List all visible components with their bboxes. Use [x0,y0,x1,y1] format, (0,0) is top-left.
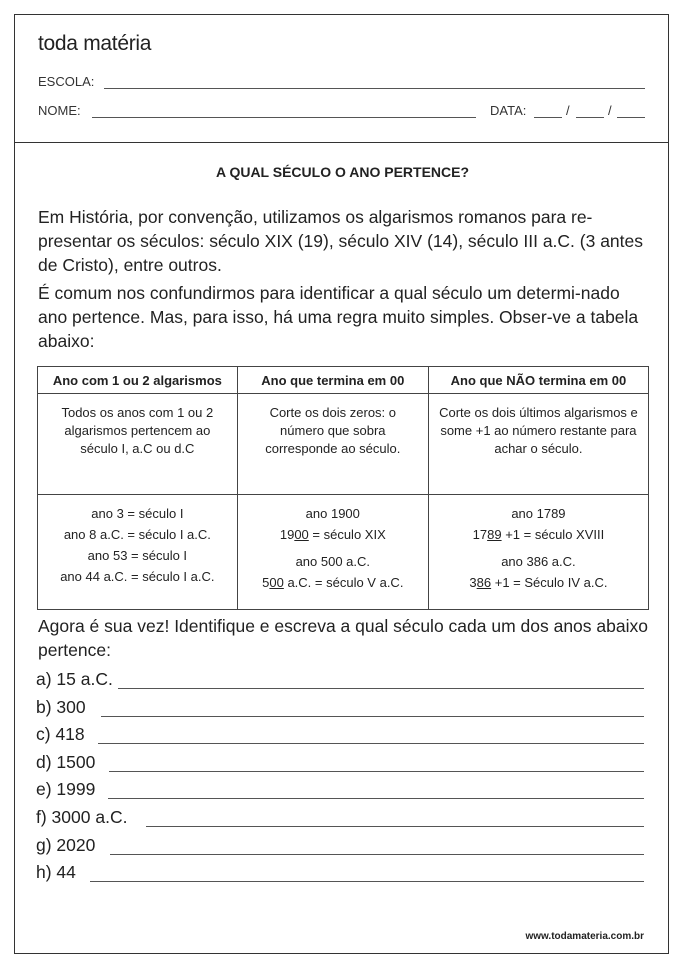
example-underlined: 00 [269,575,284,590]
example-text: = século XIX [308,527,386,542]
table-cell [38,495,238,610]
example-underlined: 89 [487,527,502,542]
table-cell: Corte os dois últimos algarismos e some +1 ao número restante para achar o século. [428,394,648,495]
intro-paragraph-1: Em História, por convenção, utilizamos os algarismos romanos para re-presentar os séculos: século XIX (19), século XIV (14), século III a.C. (3 antes de Cristo), entre outros. [38,207,644,275]
example-underlined: 86 [476,575,492,590]
example-text: 3 [469,575,477,590]
date-separator: / [608,103,612,118]
school-label: ESCOLA: [38,74,95,89]
table-header: Ano que NÃO termina em 00 [428,367,648,394]
footer-url: www.todamateria.com.br [525,931,644,942]
exercise-label: h) 44 [36,862,76,882]
intro-paragraph-2: É comum nos confundirmos para identificar a qual século um determi-nado ano pertence. Mas, para isso, há uma regra muito simples. Obser-ve a tabela abaixo: [38,283,639,351]
name-label: NOME: [38,103,81,118]
answer-line-c[interactable] [98,743,644,744]
table-cell: Corte os dois zeros: o número que sobra corresponde ao século. [237,394,428,495]
example-line: ano 44 a.C. = século I a.C. [60,569,215,584]
answer-line-h[interactable] [90,881,644,882]
date-label: DATA: [490,103,527,118]
example-line: ano 1900 [305,506,360,521]
page-title: A QUAL SÉCULO O ANO PERTENCE? [215,164,470,180]
exercise-label: b) 300 [36,697,86,717]
answer-line-b[interactable] [101,716,644,717]
date-separator: / [566,103,570,118]
table-cell [428,495,648,610]
name-field[interactable] [92,117,476,118]
header-divider [14,142,669,143]
site-logo: toda matéria [38,32,152,55]
example-line: ano 3 = século I [91,506,184,521]
example-line: ano 500 a.C. [295,554,371,569]
date-year-field[interactable] [617,117,645,118]
century-rules-table [37,366,649,610]
example-line: ano 1789 [511,506,566,521]
example-text: +1 = Século IV a.C. [491,575,608,590]
school-field[interactable] [104,88,645,89]
example-line: ano 53 = século I [87,548,188,563]
table-header: Ano que termina em 00 [237,367,428,394]
table-header: Ano com 1 ou 2 algarismos [38,367,238,394]
exercise-label: d) 1500 [36,752,96,772]
answer-line-e[interactable] [108,798,644,799]
example-text: a.C. = século V a.C. [283,575,404,590]
example-line: ano 8 a.C. = século I a.C. [63,527,211,542]
table-cell [237,495,428,610]
example-text: 19 [279,527,295,542]
example-underlined: 00 [294,527,309,542]
exercise-label: g) 2020 [36,835,96,855]
exercise-label: e) 1999 [36,779,96,799]
exercise-label: c) 418 [36,724,85,744]
table-cell: Todos os anos com 1 ou 2 algarismos pertencem ao século I, a.C ou d.C [38,394,238,495]
example-line [244,572,422,593]
answer-line-f[interactable] [146,826,644,827]
answer-line-g[interactable] [110,854,644,855]
example-line [435,524,642,545]
exercise-label: f) 3000 a.C. [36,807,128,827]
example-text: +1 = século XVIII [501,527,605,542]
date-day-field[interactable] [534,117,562,118]
example-line [435,572,642,593]
example-text: 17 [472,527,488,542]
example-text: 5 [262,575,270,590]
answer-line-a[interactable] [118,688,644,689]
example-line: ano 386 a.C. [501,554,576,569]
answer-line-d[interactable] [109,771,644,772]
exercise-label: a) 15 a.C. [36,669,113,689]
date-month-field[interactable] [576,117,604,118]
exercise-prompt: Agora é sua vez! Identifique e escreva a qual século cada um dos anos abaixo pertence: [38,616,648,660]
example-line [244,524,422,545]
